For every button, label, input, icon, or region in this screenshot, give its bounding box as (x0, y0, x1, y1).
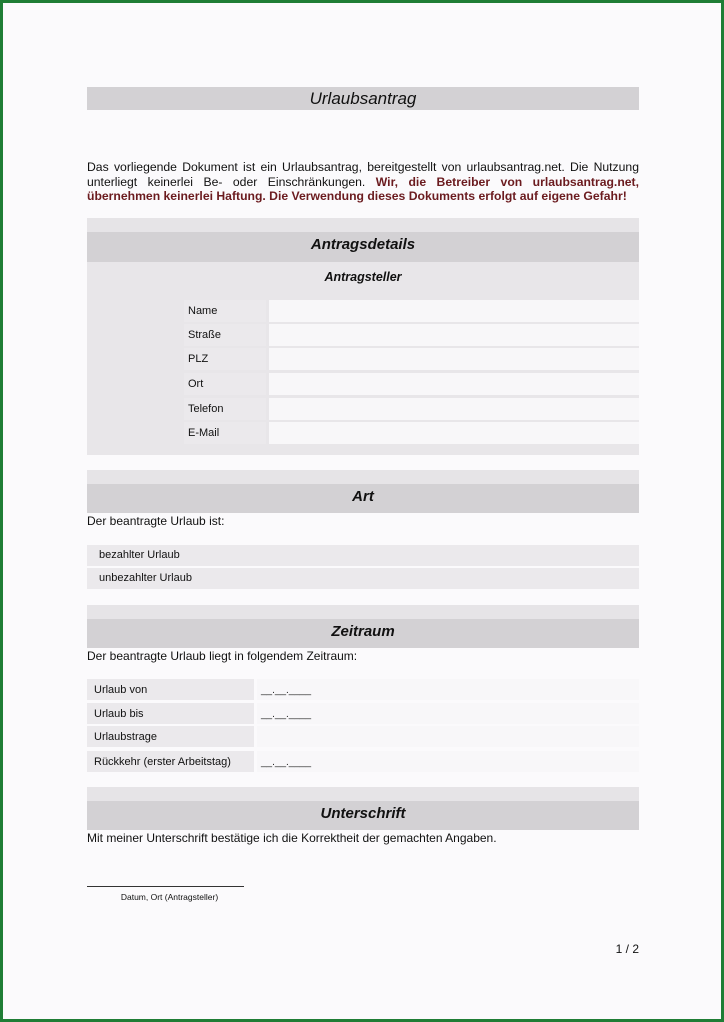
field-label-strasse: Straße (184, 324, 266, 346)
field-label-email: E-Mail (184, 422, 266, 444)
option-unbezahlter-urlaub[interactable]: unbezahlter Urlaub (87, 568, 639, 589)
section-title-antragsdetails: Antragsdetails (310, 236, 416, 253)
signature-line[interactable] (87, 886, 244, 887)
signature-statement: Mit meiner Unterschrift bestätige ich die Korrektheit der gemachten Angaben. (87, 831, 497, 845)
signature-caption: Datum, Ort (Antragsteller) (120, 892, 219, 902)
label-urlaub-von: Urlaub von (87, 679, 254, 700)
email-input[interactable] (269, 422, 639, 444)
intro-paragraph (87, 160, 639, 204)
intro-text: Das vorliegende Dokument ist ein Urlaubsantrag, bereitgestellt von urlaubsantrag.net. Die Nutzung unterliegt keinerlei Be- oder Einschränkungen. (87, 160, 639, 189)
field-label-plz: PLZ (184, 348, 266, 370)
section-header-unterschrift (87, 787, 639, 830)
label-rueckkehr: Rückkehr (erster Arbeitstag) (87, 751, 254, 772)
intro-warning: Wir, die Betreiber von urlaubsantrag.net, übernehmen keinerlei Haftung. Die Verwendung dieses Dokuments erfolgt auf eigene Gefahr! (87, 174, 639, 204)
plz-input[interactable] (269, 348, 639, 370)
subsection-antragsteller: Antragsteller (87, 262, 639, 298)
name-input[interactable] (269, 300, 639, 322)
strasse-input[interactable] (269, 324, 639, 346)
urlaub-von-input[interactable]: __.__.____ (257, 679, 639, 700)
section-title-art: Art (352, 488, 374, 505)
field-label-ort: Ort (184, 373, 266, 395)
section-header-zeitraum (87, 605, 639, 648)
ort-input[interactable] (269, 373, 639, 395)
zeitraum-prompt: Der beantragte Urlaub liegt in folgendem Zeitraum: (87, 649, 358, 663)
telefon-input[interactable] (269, 398, 639, 420)
section-title-unterschrift: Unterschrift (320, 805, 406, 822)
section-header-art (87, 470, 639, 513)
field-label-name: Name (184, 300, 266, 322)
urlaubstage-input[interactable] (257, 726, 639, 747)
section-title-zeitraum: Zeitraum (331, 623, 395, 640)
art-prompt: Der beantragte Urlaub ist: (87, 514, 225, 528)
rueckkehr-input[interactable]: __.__.____ (257, 751, 639, 772)
option-bezahlter-urlaub[interactable]: bezahlter Urlaub (87, 545, 639, 566)
field-label-telefon: Telefon (184, 398, 266, 420)
section-header-antragsdetails (87, 218, 639, 262)
document-title: Urlaubsantrag (87, 87, 639, 110)
label-urlaub-bis: Urlaub bis (87, 703, 254, 724)
label-urlaubstage: Urlaubstrage (87, 726, 254, 747)
page-number: 1 / 2 (615, 942, 639, 956)
urlaub-bis-input[interactable]: __.__.____ (257, 703, 639, 724)
